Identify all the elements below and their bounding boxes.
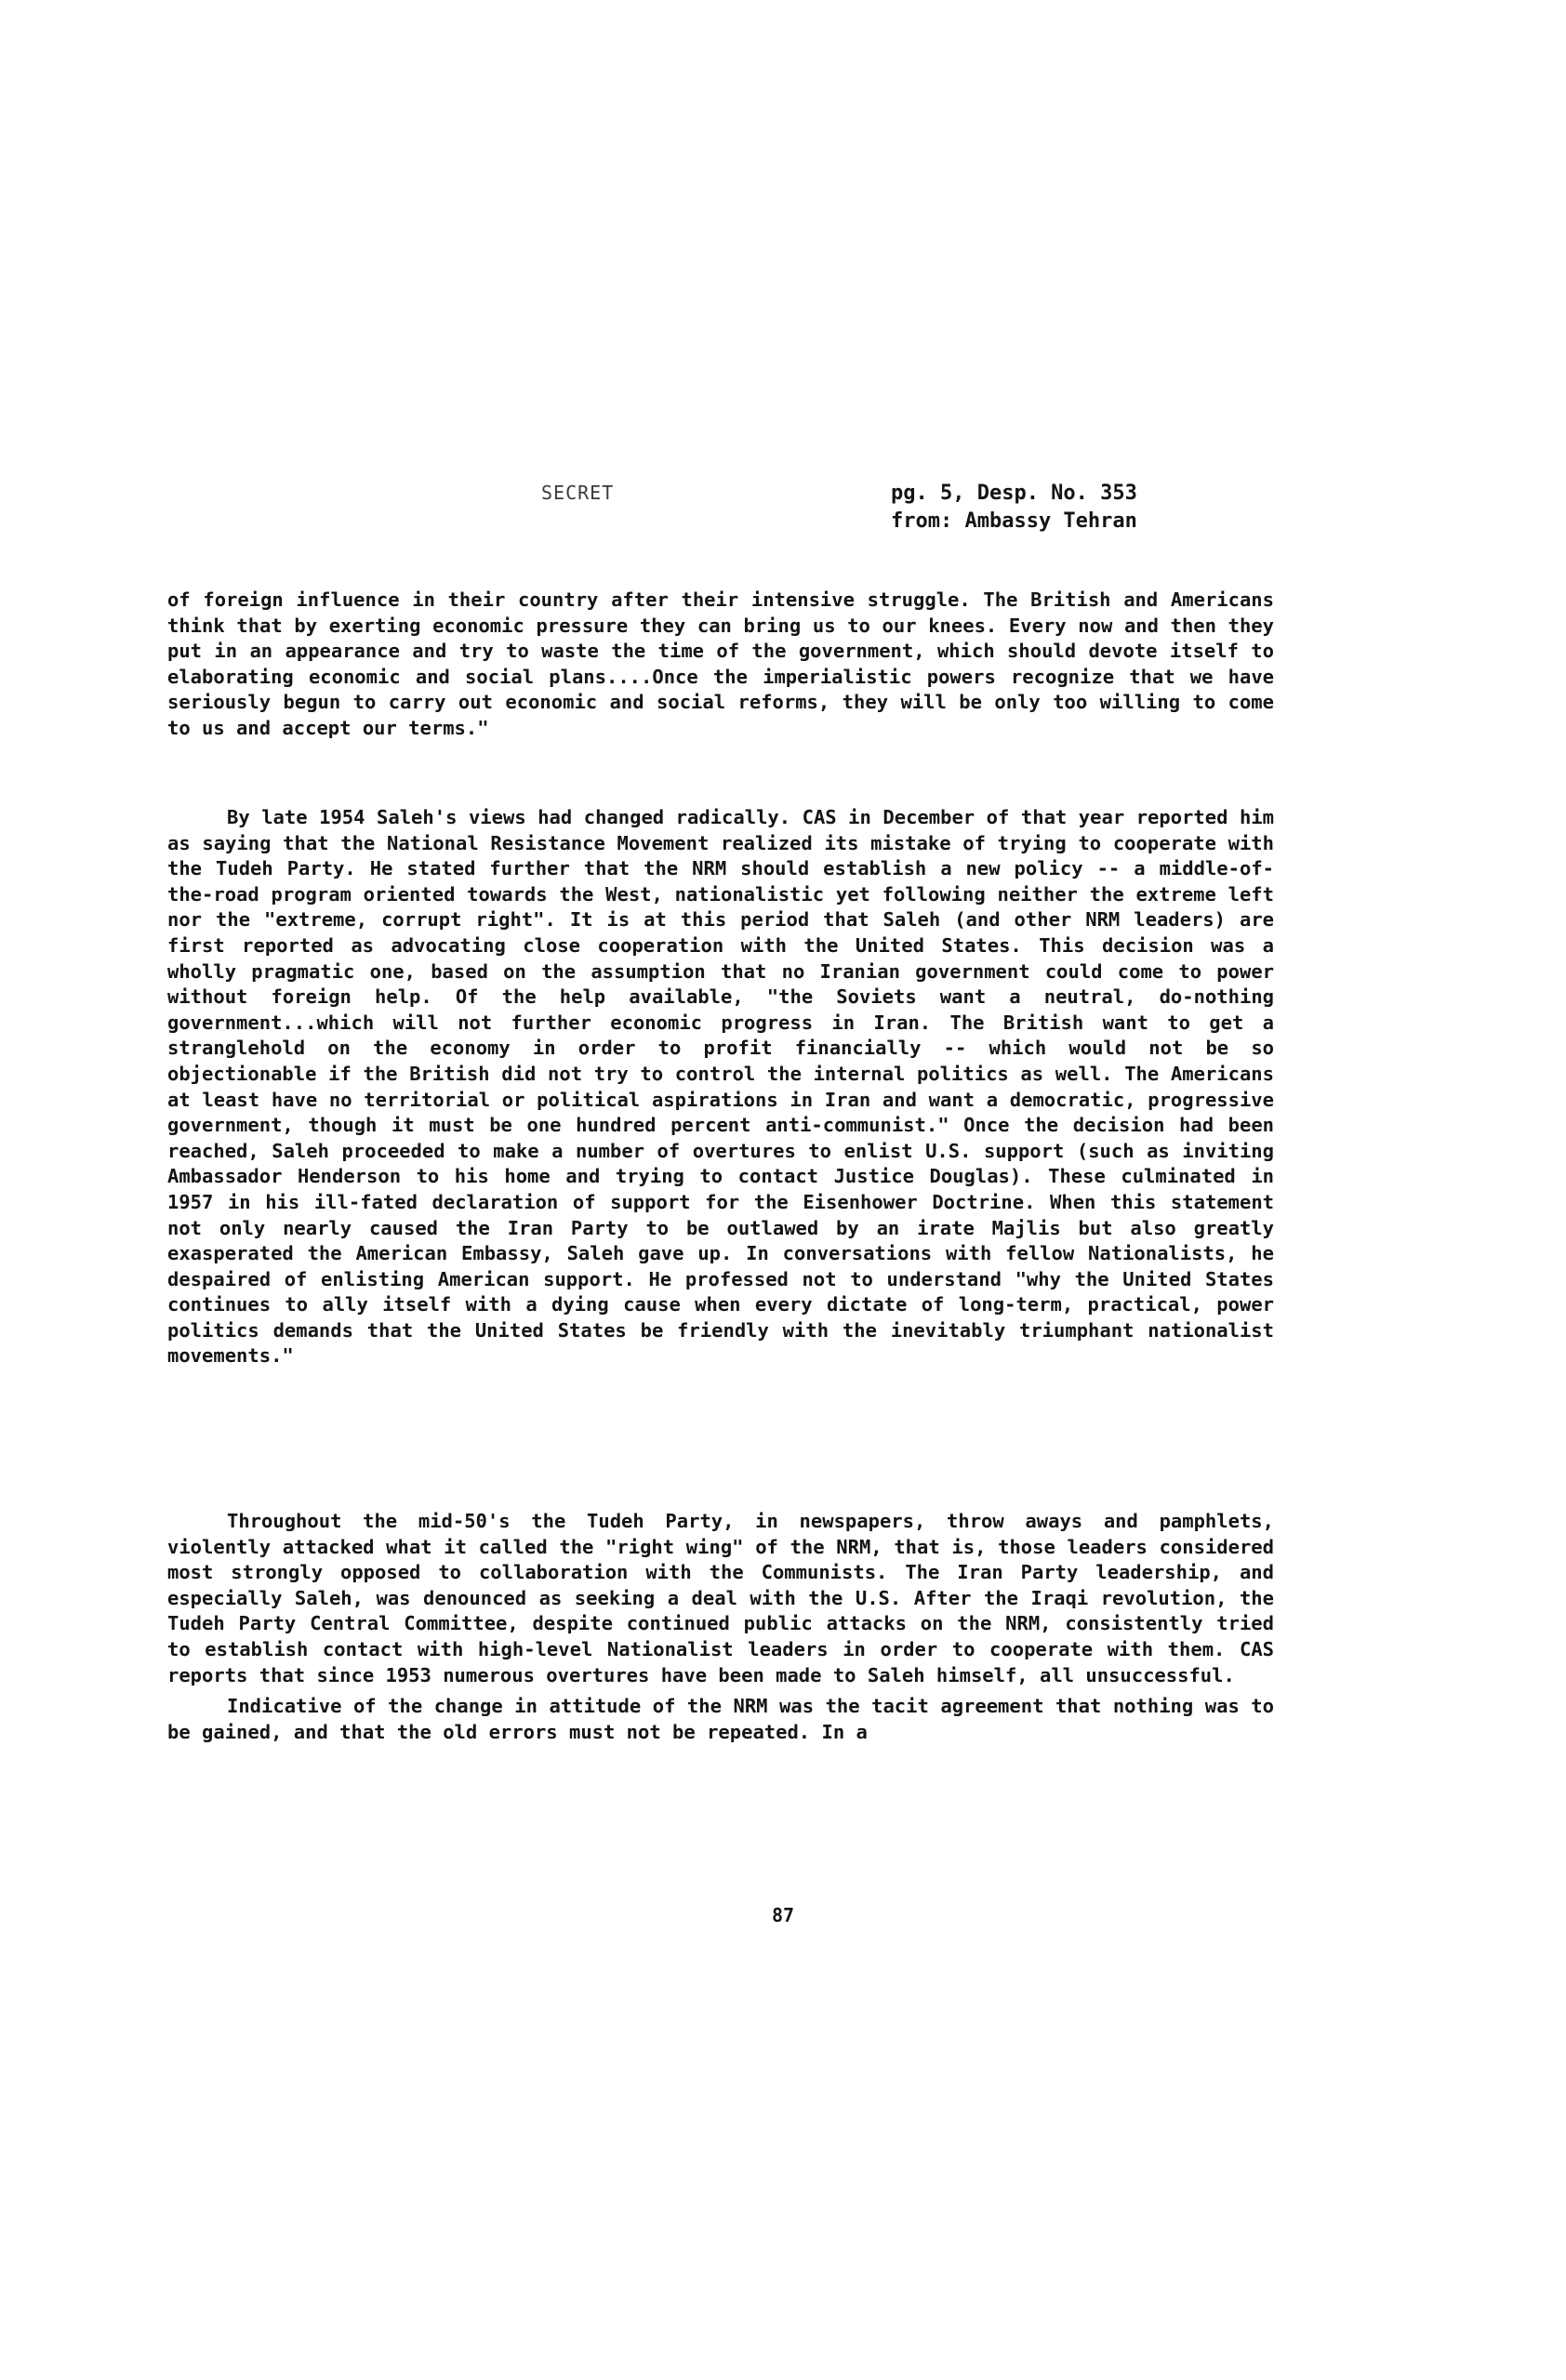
paragraph-2: By late 1954 Saleh's views had changed radically. CAS in December of that year reported him as saying that the National Resistance Movement realized its mistake of trying to cooperate with the Tudeh Party. He stated further that the NRM should establish a new policy -- a middle-of-the-road program oriented towards the West, nationalistic yet following neither the extreme left nor the "extreme, corrupt right". It is at this period that Saleh (and other NRM leaders) are first reported as advocating close cooperation with the United States. This decision was a wholly pragmatic one, based on the assumption that no Iranian government could come to power without foreign help. Of the help available, "the Soviets want a neutral, do-nothing government...which will not further economic progress in Iran. The British want to get a stranglehold on the economy in order to profit financially -- which would not be so objectionable if the British did not try to control the internal politics as well. The Americans at least have no territorial or political aspirations in Iran and want a democratic, progressive government, though it must be one hundred percent anti-communist." Once the decision had been reached, Saleh proceeded to make a number of overtures to enlist U.S. support (such as inviting Ambassador Henderson to his home and trying to contact Justice Douglas). These culminated in 1957 in his ill-fated declaration of support for the Eisenhower Doctrine. When this statement not only nearly caused the Iran Party to be outlawed by an irate Majlis but also greatly exasperated the American Embassy, Saleh gave up. In conversations with fellow Nationalists, he despaired of enlisting American support. He professed not to understand "why the United States continues to ally itself with a dying cause when every dictate of long-term, practical, power politics demands that the United States be friendly with the inevitably triumphant nationalist movements." <box>167 806 1274 1368</box>
classification-marking: SECRET <box>541 482 615 504</box>
paragraph-3: Throughout the mid-50's the Tudeh Party, in newspapers, throw aways and pamphlets, violently attacked what it called the "right wing" of the NRM, that is, those leaders considered most strongly opposed to collaboration with the Communists. The Iran Party leadership, and especially Saleh, was denounced as seeking a deal with the U.S. After the Iraqi revolution, the Tudeh Party Central Committee, despite continued public attacks on the NRM, consistently tried to establish contact with high-level Nationalist leaders in order to cooperate with them. CAS reports that since 1953 numerous overtures have been made to Saleh himself, all unsuccessful. <box>167 1510 1274 1686</box>
from-line: from: Ambassy Tehran <box>891 509 1137 533</box>
paragraph-1: of foreign influence in their country after their intensive struggle. The British and Americans think that by exerting economic pressure they can bring us to our knees. Every now and then they put in an appearance and try to waste the time of the government, which should devote itself to elaborating economic and social plans....Once the imperialistic powers recognize that we have seriously begun to carry out economic and social reforms, they will be only too willing to come to us and accept our terms." <box>167 588 1274 739</box>
paragraph-4: Indicative of the change in attitude of the NRM was the tacit agreement that nothing was to be gained, and that the old errors must not be repeated. In a <box>167 1695 1274 1743</box>
page-reference: pg. 5, Desp. No. 353 <box>891 482 1137 505</box>
page-number: 87 <box>771 1904 795 1926</box>
dispatch-reference <box>891 480 1137 536</box>
